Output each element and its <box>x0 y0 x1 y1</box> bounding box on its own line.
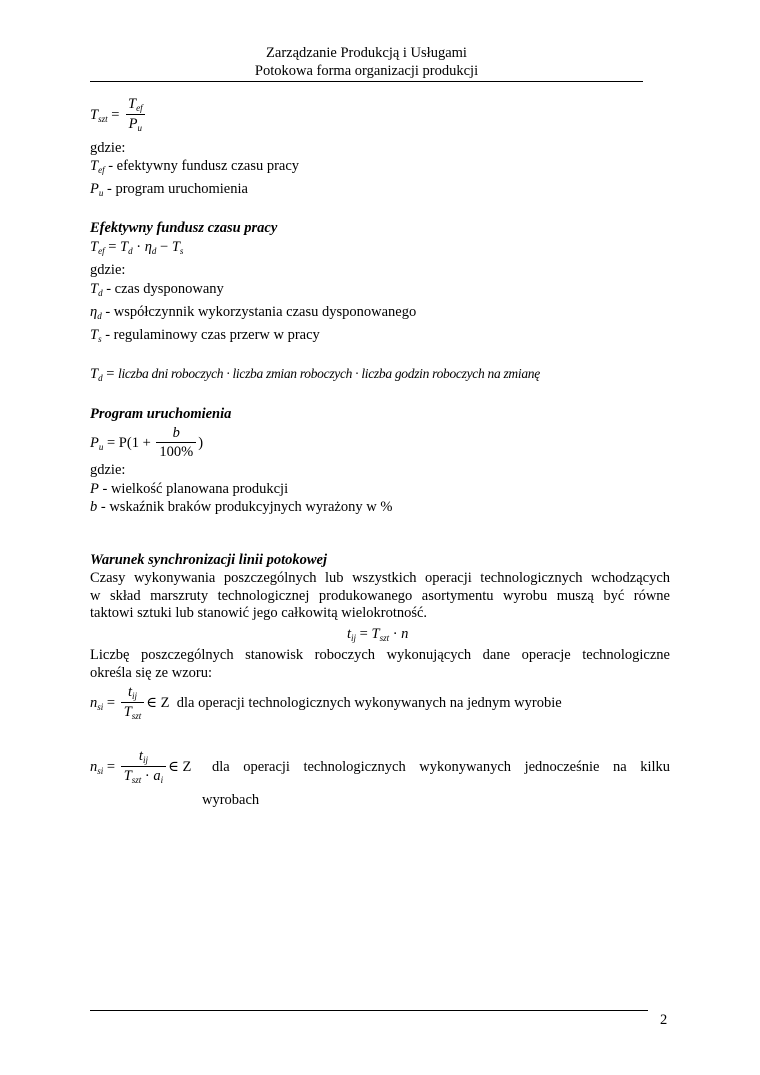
formula-description: dla operacji technologicznych wykonywanych jednocześnie na kilku <box>212 759 670 775</box>
where-item: b - wskaźnik braków produkcyjnych wyrażony w % <box>90 499 393 515</box>
fraction: $\frac{T_{ef}}{P_u}$ <box>125 96 146 135</box>
where-item: $\eta_d$ - współczynnik wykorzystania czasu dysponowanego <box>90 304 417 321</box>
page-number: 2 <box>660 1012 668 1028</box>
where-label: gdzie: <box>90 262 126 278</box>
formula-tef: $T_{ef} = T_d \cdot \eta_d - T_s$ <box>90 239 184 256</box>
header-title: Zarządzanie Produkcją i Usługami <box>266 45 467 61</box>
paragraph: Czasy wykonywania poszczególnych lub wszystkich operacji technologicznych wchodzących w skład marszruty technologicznej produkowanego asortymentu wyrobu muszą być równe taktowi sztuki lub stanowić jego całkowitą wielokrotność. <box>90 570 670 621</box>
header-rule <box>90 81 643 82</box>
where-item: P - wielkość planowana produkcji <box>90 481 289 497</box>
formula-td: $T_d$ = liczba dni roboczych · liczba zmian roboczych · liczba godzin roboczych na zmianę <box>90 366 540 383</box>
where-item: $T_s$ - regulaminowy czas przerw w pracy <box>90 327 320 344</box>
formula-description: wyrobach <box>202 792 260 808</box>
section-heading: Efektywny fundusz czasu pracy <box>90 220 278 236</box>
paragraph: Liczbę poszczególnych stanowisk roboczych wykonujących dane operacje technologiczne określa się ze wzoru: <box>90 647 670 681</box>
header-subtitle: Potokowa forma organizacji produkcji <box>254 63 479 79</box>
fraction: $\frac{t_{ij}}{T_{szt}}$ <box>121 684 145 723</box>
where-item: $P_u$ - program uruchomienia <box>90 181 248 198</box>
formula-tszt: $T_{szt}$ = $\frac{T_{ef}}{P_u}$ <box>90 96 148 135</box>
where-label: gdzie: <box>90 462 126 478</box>
footer-rule <box>90 1010 648 1011</box>
where-item: $T_d$ - czas dysponowany <box>90 281 224 298</box>
where-item: $T_{ef}$ - efektywny fundusz czasu pracy <box>90 158 300 175</box>
formula-tij: $t_{ij} = T_{szt} \cdot n$ <box>347 626 409 643</box>
section-heading: Program uruchomienia <box>90 406 232 422</box>
formula-nsi-multi: $n_{si}$ = $\frac{t_{ij}}{T_{szt} \cdot a_i}$ ∈ Z <box>90 748 192 785</box>
fraction: $\frac{b}{100\%}$ <box>156 425 196 462</box>
where-label: gdzie: <box>90 140 126 156</box>
section-heading: Warunek synchronizacji linii potokowej <box>90 552 328 568</box>
formula-pu: $P_u = P(1$ + $\frac{b}{100\%}$ ) <box>90 425 204 460</box>
formula-nsi: $n_{si}$ = $\frac{t_{ij}}{T_{szt}}$ ∈ Z dla operacji technologicznych wykonywanych na jednym wyrobie <box>90 684 562 721</box>
fraction: $\frac{t_{ij}}{T_{szt} \cdot a_i}$ <box>121 748 166 787</box>
